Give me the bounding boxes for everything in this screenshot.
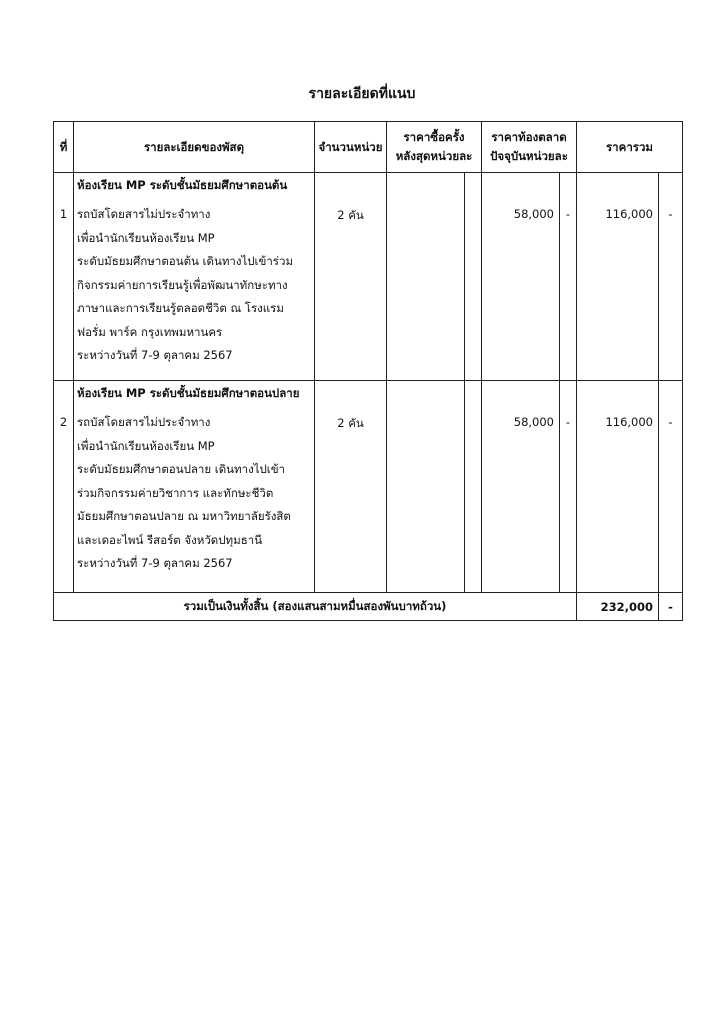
description-line: ระหว่างวันที่ 7-9 ตุลาคม 2567	[77, 348, 233, 362]
header-total: ราคารวม	[577, 122, 683, 173]
row-total-cell	[577, 381, 659, 593]
row-total-cell	[577, 173, 659, 381]
table-row	[54, 173, 683, 381]
description-line: ระดับมัธยมศึกษาตอนปลาย เดินทางไปเข้า	[77, 462, 286, 476]
header-market-price-line2: ปัจจุบันหน่วยละ	[490, 149, 568, 163]
description-line: และเดอะไพน์ รีสอร์ต จังหวัดปทุมธานี	[77, 532, 263, 547]
item-description	[74, 195, 314, 376]
row-number: 2	[59, 415, 68, 429]
row-last-price	[387, 173, 464, 207]
header-last-price-line2: หลังสุดหน่วยละ	[395, 149, 473, 163]
header-qty: จำนวนหน่วย	[315, 122, 387, 173]
row-detail-cell	[74, 381, 315, 593]
row-last-price-cell	[387, 381, 465, 593]
row-market-price: 58,000	[513, 415, 554, 429]
row-total: 116,000	[605, 207, 653, 221]
header-no: ที่	[54, 122, 74, 173]
row-detail-cell	[74, 173, 315, 381]
row-qty: 2 คัน	[337, 208, 364, 222]
header-detail: รายละเอียดของพัสดุ	[74, 122, 315, 173]
document-title: รายละเอียดที่แนบ	[308, 86, 416, 102]
row-total-satang-cell	[659, 381, 683, 593]
section-title: ห้องเรียน MP ระดับชั้นมัธยมศึกษาตอนปลาย	[77, 386, 300, 400]
header-last-price	[387, 122, 482, 173]
item-description	[74, 403, 314, 584]
row-total-satang: -	[668, 207, 673, 221]
description-line: มัธยมศึกษาตอนปลาย ณ มหาวิทยาลัยรังสิต	[77, 509, 291, 523]
row-market-price-satang: -	[565, 207, 571, 221]
row-number: 1	[59, 207, 68, 221]
row-market-price-cell	[482, 381, 560, 593]
description-line: ภาษาและการเรียนรู้ตลอดชีวิต ณ โรงแรม	[77, 301, 284, 315]
row-market-price-satang-cell	[560, 381, 577, 593]
row-qty-cell	[315, 173, 387, 381]
row-total-satang: -	[668, 415, 673, 429]
row-last-price-cell	[387, 173, 465, 381]
row-number-cell	[54, 381, 74, 593]
row-last-price-satang-cell	[465, 381, 482, 593]
header-last-price-line1: ราคาซื้อครั้ง	[403, 130, 465, 144]
row-total: 116,000	[605, 415, 653, 429]
row-market-price: 58,000	[513, 207, 554, 221]
row-market-price-satang-cell	[560, 173, 577, 381]
section-title: ห้องเรียน MP ระดับชั้นมัธยมศึกษาตอนต้น	[77, 178, 288, 192]
description-line: รถบัสโดยสารไม่ประจำทาง	[77, 415, 211, 429]
row-number-cell	[54, 173, 74, 381]
description-line: ระหว่างวันที่ 7-9 ตุลาคม 2567	[77, 556, 233, 570]
row-market-price-cell	[482, 173, 560, 381]
description-line: เพื่อนำนักเรียนห้องเรียน MP	[77, 230, 215, 245]
grand-total-satang: -	[659, 593, 683, 621]
description-line: ร่วมกิจกรรมค่ายวิชาการ และทักษะชีวิต	[77, 485, 274, 500]
row-last-price-satang-cell	[465, 173, 482, 381]
header-market-price-line1: ราคาท้องตลาด	[491, 130, 567, 144]
row-last-price-satang	[465, 381, 481, 415]
table-row	[54, 381, 683, 593]
row-last-price-satang	[465, 173, 481, 207]
row-qty-cell	[315, 381, 387, 593]
description-line: รถบัสโดยสารไม่ประจำทาง	[77, 207, 211, 221]
header-row	[54, 122, 683, 173]
grand-total-label: รวมเป็นเงินทั้งสิ้น (สองแสนสามหมื่นสองพันบาทถ้วน)	[54, 593, 577, 621]
grand-total-amount: 232,000	[577, 593, 659, 621]
items-table	[53, 121, 683, 621]
row-market-price-satang: -	[565, 415, 571, 429]
header-market-price	[482, 122, 577, 173]
description-line: ระดับมัธยมศึกษาตอนต้น เดินทางไปเข้าร่วม	[77, 254, 294, 268]
row-qty: 2 คัน	[337, 416, 364, 430]
description-line: เพื่อนำนักเรียนห้องเรียน MP	[77, 438, 215, 453]
row-total-satang-cell	[659, 173, 683, 381]
description-line: ฟอรั่ม พาร์ค กรุงเทพมหานคร	[77, 324, 223, 339]
row-last-price	[387, 381, 464, 415]
description-line: กิจกรรมค่ายการเรียนรู้เพื่อพัฒนาทักษะทาง	[77, 277, 288, 292]
grand-total-row	[54, 593, 683, 621]
